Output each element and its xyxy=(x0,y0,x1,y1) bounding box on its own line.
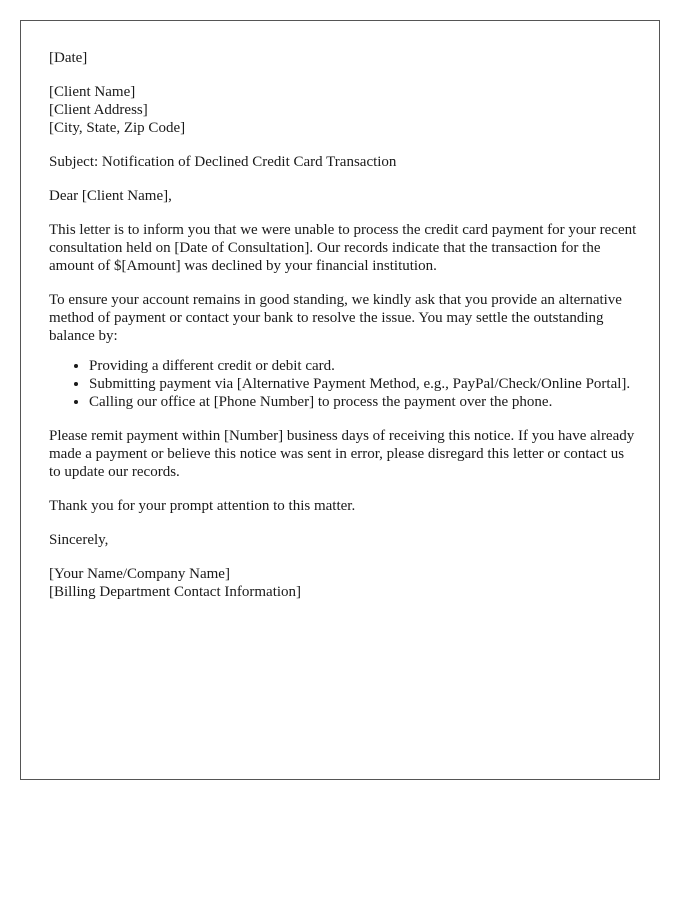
paragraph-remit-deadline: Please remit payment within [Number] business days of receiving this notice. If you have already made a payment or believe this notice was sent in error, please disregard this letter or contact us to update our records. xyxy=(49,428,635,480)
signature-name: [Your Name/Company Name] xyxy=(49,566,230,582)
letter-page xyxy=(20,20,660,780)
signature-contact: [Billing Department Contact Information] xyxy=(49,584,302,600)
letter-subject: Subject: Notification of Declined Credit Card Transaction xyxy=(49,154,397,170)
paragraph-declined-notice: This letter is to inform you that we were unable to process the credit card payment for your recent consultation held on [Date of Consultation]. Our records indicate that the transaction for the amount of $[Amount] was declined by your financial institution. xyxy=(49,222,637,274)
signature-block xyxy=(49,565,639,601)
letter-salutation: Dear [Client Name], xyxy=(49,188,172,204)
letter-body xyxy=(49,49,639,617)
payment-option-item: • Calling our office at [Phone Number] to process the payment over the phone. xyxy=(89,393,639,411)
payment-options-list xyxy=(49,357,639,411)
payment-option-item: • Submitting payment via [Alternative Payment Method, e.g., PayPal/Check/Online Portal]. xyxy=(89,375,639,393)
letter-closing: Sincerely, xyxy=(49,532,109,548)
recipient-city-state-zip: [City, State, Zip Code] xyxy=(49,120,186,136)
recipient-address: [Client Address] xyxy=(49,102,148,118)
recipient-address-block xyxy=(49,83,639,137)
letter-date: [Date] xyxy=(49,50,88,66)
payment-option-item: • Providing a different credit or debit card. xyxy=(89,357,639,375)
paragraph-thank-you: Thank you for your prompt attention to this matter. xyxy=(49,498,356,514)
recipient-name: [Client Name] xyxy=(49,84,136,100)
paragraph-request-payment: To ensure your account remains in good standing, we kindly ask that you provide an alternative method of payment or contact your bank to resolve the issue. You may settle the outstanding balance by: xyxy=(49,292,622,344)
